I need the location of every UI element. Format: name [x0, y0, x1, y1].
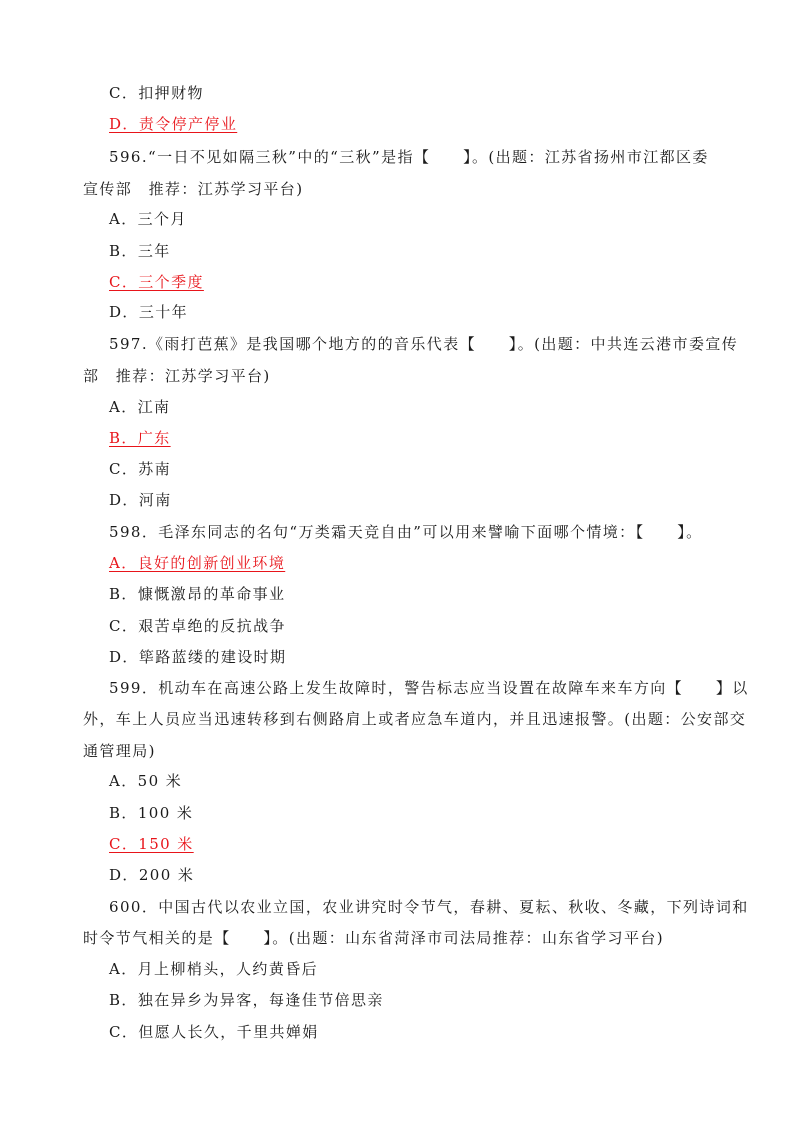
- option-598-d: D．筚路蓝缕的建设时期: [109, 648, 287, 666]
- question-599-cont2: 通管理局): [83, 742, 156, 760]
- option-599-c-answer: C．150 米: [109, 835, 194, 853]
- option-596-d: D．三十年: [109, 303, 189, 321]
- question-599-cont1: 外，车上人员应当迅速转移到右侧路肩上或者应急车道内，并且迅速报警。(出题：公安部交: [83, 710, 747, 728]
- option-596-a: A．三个月: [109, 210, 187, 228]
- option-599-d: D．200 米: [109, 866, 195, 884]
- option-598-c: C．艰苦卓绝的反抗战争: [109, 617, 286, 635]
- option-600-c: C．但愿人长久，千里共婵娟: [109, 1023, 319, 1041]
- option-599-b: B．100 米: [109, 804, 194, 822]
- option-597-a: A．江南: [109, 398, 171, 416]
- question-597: 597.《雨打芭蕉》是我国哪个地方的的音乐代表【 】。(出题：中共连云港市委宣传: [109, 335, 739, 353]
- question-600: 600．中国古代以农业立国，农业讲究时令节气，春耕、夏耘、秋收、冬藏，下列诗词和: [109, 898, 749, 916]
- question-599: 599．机动车在高速公路上发生故障时，警告标志应当设置在故障车来车方向【 】以: [109, 679, 749, 697]
- option-597-d: D．河南: [109, 491, 172, 509]
- question-600-cont: 时令节气相关的是【 】。(出题：山东省菏泽市司法局推荐：山东省学习平台): [83, 929, 665, 947]
- option-595-d-answer: D．责令停产停业: [109, 115, 238, 133]
- option-597-c: C．苏南: [109, 460, 172, 478]
- question-596-cont: 宣传部 推荐：江苏学习平台): [83, 180, 304, 198]
- option-598-b: B．慷慨激昂的革命事业: [109, 585, 286, 603]
- option-595-c: C．扣押财物: [109, 84, 204, 102]
- option-596-b: B．三年: [109, 242, 171, 260]
- option-600-a: A．月上柳梢头，人约黄昏后: [109, 960, 319, 978]
- option-600-b: B．独在异乡为异客，每逢佳节倍思亲: [109, 991, 384, 1009]
- question-598: 598．毛泽东同志的名句“万类霜天竞自由”可以用来譬喻下面哪个情境：【 】。: [109, 523, 703, 541]
- option-598-a-answer: A．良好的创新创业环境: [109, 554, 286, 572]
- question-597-cont: 部 推荐：江苏学习平台): [83, 367, 271, 385]
- option-599-a: A．50 米: [109, 772, 183, 790]
- option-596-c-answer: C．三个季度: [109, 273, 204, 291]
- option-597-b-answer: B．广东: [109, 429, 171, 447]
- question-596: 596.“一日不见如隔三秋”中的“三秋”是指【 】。(出题：江苏省扬州市江都区委: [109, 148, 709, 166]
